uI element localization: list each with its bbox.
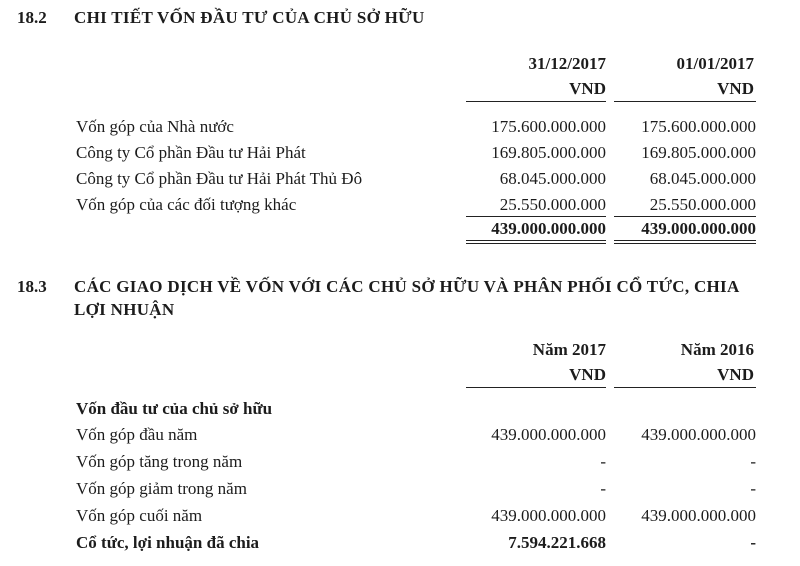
col1-header-rule bbox=[466, 101, 606, 102]
col1-year-header: Năm 2017 bbox=[532, 340, 606, 359]
dividend-label: Cổ tức, lợi nhuận đã chia bbox=[76, 533, 260, 552]
row-value-col2: 25.550.000.000 bbox=[649, 195, 756, 214]
row-label: Vốn góp cuối năm bbox=[76, 506, 203, 525]
section-18-3-title-line1: CÁC GIAO DỊCH VỀ VỐN VỚI CÁC CHỦ SỞ HỮU VÀ PHÂN PHỐI CỔ TỨC, CHIA bbox=[74, 277, 740, 296]
col1-date-header: 31/12/2017 bbox=[528, 54, 606, 73]
row-label: Vốn góp tăng trong năm bbox=[76, 452, 243, 471]
col2-total-double-rule-b bbox=[614, 243, 756, 244]
col2-unit-header: VND bbox=[717, 79, 754, 98]
row-label: Vốn góp của các đối tượng khác bbox=[76, 195, 297, 214]
col1-header-rule bbox=[466, 387, 606, 388]
row-value-col2: - bbox=[750, 452, 756, 471]
col1-unit-header: VND bbox=[569, 365, 606, 384]
row-value-col1: 175.600.000.000 bbox=[491, 117, 606, 136]
row-value-col1: 68.045.000.000 bbox=[499, 169, 606, 188]
col1-total-double-rule-b bbox=[466, 243, 606, 244]
col1-total-double-rule-a bbox=[466, 240, 606, 241]
row-value-col1: - bbox=[600, 452, 606, 471]
row-value-col2: - bbox=[750, 479, 756, 498]
row-label: Công ty Cổ phần Đầu tư Hải Phát Thủ Đô bbox=[76, 169, 363, 188]
col1-unit-header: VND bbox=[569, 79, 606, 98]
dividend-value-col1: 7.594.221.668 bbox=[508, 533, 606, 552]
row-label: Vốn góp đầu năm bbox=[76, 425, 198, 444]
row-value-col1: 439.000.000.000 bbox=[491, 506, 606, 525]
total-value-col1: 439.000.000.000 bbox=[491, 219, 606, 238]
group-heading: Vốn đầu tư của chủ sở hữu bbox=[76, 399, 273, 418]
col2-total-double-rule-a bbox=[614, 240, 756, 241]
col2-header-rule bbox=[614, 387, 756, 388]
row-value-col2: 439.000.000.000 bbox=[641, 425, 756, 444]
section-18-2-number: 18.2 bbox=[17, 8, 47, 27]
row-value-col2: 175.600.000.000 bbox=[641, 117, 756, 136]
row-label: Vốn góp giảm trong năm bbox=[76, 479, 247, 498]
row-label: Công ty Cổ phần Đầu tư Hải Phát bbox=[76, 143, 306, 162]
row-label: Vốn góp của Nhà nước bbox=[76, 117, 234, 136]
col1-total-top-rule bbox=[466, 216, 606, 217]
section-18-3-title-line2: LỢI NHUẬN bbox=[74, 300, 175, 319]
col2-header-rule bbox=[614, 101, 756, 102]
row-value-col1: 439.000.000.000 bbox=[491, 425, 606, 444]
section-18-3-number: 18.3 bbox=[17, 277, 47, 296]
row-value-col1: - bbox=[600, 479, 606, 498]
row-value-col1: 25.550.000.000 bbox=[499, 195, 606, 214]
row-value-col2: 169.805.000.000 bbox=[641, 143, 756, 162]
row-value-col2: 439.000.000.000 bbox=[641, 506, 756, 525]
col2-total-top-rule bbox=[614, 216, 756, 217]
row-value-col2: 68.045.000.000 bbox=[649, 169, 756, 188]
col2-date-header: 01/01/2017 bbox=[676, 54, 754, 73]
dividend-value-col2: - bbox=[750, 533, 756, 552]
total-value-col2: 439.000.000.000 bbox=[641, 219, 756, 238]
section-18-2-title: CHI TIẾT VỐN ĐẦU TƯ CỦA CHỦ SỞ HỮU bbox=[74, 8, 425, 27]
col2-unit-header: VND bbox=[717, 365, 754, 384]
col2-year-header: Năm 2016 bbox=[680, 340, 754, 359]
row-value-col1: 169.805.000.000 bbox=[491, 143, 606, 162]
